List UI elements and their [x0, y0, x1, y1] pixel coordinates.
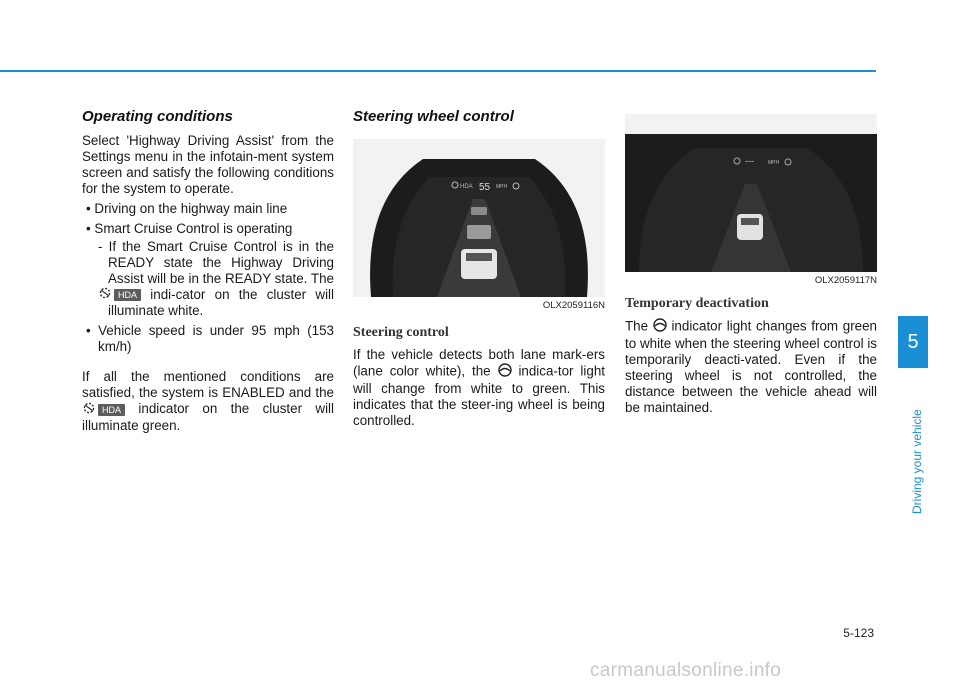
figure-hda-label: HDA	[460, 184, 473, 190]
deactivation-text-b: indicator light changes from green to white when the steering wheel control is temporarily deacti-vated. Even if the steering wheel is not controlled, the distance between the vehicle ahead will be maintained.	[625, 318, 877, 415]
conditions-list	[82, 201, 334, 355]
summary-text-a: If all the mentioned conditions are satisfied, the system is ENABLED and the	[82, 369, 334, 401]
hda-steering-wheel-icon	[108, 287, 112, 303]
steering-control-paragraph	[353, 347, 605, 429]
steering-text-b: indica-tor light will change from white to green. This indicates that the steer-ing wheel is being controlled.	[353, 363, 605, 428]
figure-speed: 55	[479, 182, 491, 193]
list-item-sub	[82, 239, 334, 319]
heading-steering-wheel-control: Steering wheel control	[353, 108, 514, 125]
sub-text-b: indi-cator on the cluster will illuminate white.	[108, 287, 334, 319]
column-steering-wheel-control	[353, 108, 605, 429]
sub-text-a: - If the Smart Cruise Control is in the READY state the Highway Driving Assist will be in the READY state. The	[98, 239, 334, 286]
list-item: • Driving on the highway main line	[86, 201, 288, 216]
steering-wheel-icon	[498, 363, 512, 381]
figure-speed: ---	[745, 156, 754, 166]
cluster-display-illustration	[353, 139, 605, 297]
hda-badge: HDA	[114, 289, 141, 301]
chapter-title: Driving your vehicle	[910, 409, 924, 514]
figure-code: OLX2059116N	[542, 300, 605, 311]
summary-paragraph	[82, 369, 334, 433]
deactivation-paragraph	[625, 318, 877, 416]
subheading-temporary-deactivation: Temporary deactivation	[625, 296, 769, 311]
hda-badge: HDA	[98, 404, 125, 416]
cluster-figure-deactivated	[625, 114, 877, 272]
header-rule	[0, 70, 876, 72]
subheading-steering-control: Steering control	[353, 325, 449, 340]
list-item: • Smart Cruise Control is operating	[86, 221, 293, 236]
figure-unit: MPH	[768, 160, 780, 166]
figure-code: OLX2059117N	[814, 275, 877, 286]
watermark: carmanualsonline.info	[590, 660, 782, 681]
column-temporary-deactivation	[625, 114, 877, 416]
summary-text-b: indicator on the cluster will illuminate green.	[82, 401, 334, 433]
steering-wheel-icon	[653, 318, 667, 336]
steering-text-a: If the vehicle detects both lane mark-ers (lane color white), the	[353, 347, 605, 379]
cluster-figure-steering	[353, 139, 605, 297]
list-item: • Vehicle speed is under 95 mph (153 km/h)	[86, 323, 334, 355]
column-operating-conditions	[82, 108, 334, 434]
deactivation-text-a: The	[625, 318, 649, 334]
hda-steering-wheel-icon	[82, 402, 96, 418]
cluster-display-illustration	[625, 114, 877, 272]
chapter-tab: 5	[898, 316, 928, 368]
intro-paragraph: Select 'Highway Driving Assist' from the Settings menu in the infotain-ment system screen and satisfy the following conditions for the system to operate.	[82, 133, 334, 196]
heading-operating-conditions: Operating conditions	[82, 108, 233, 125]
figure-unit: MPH	[496, 184, 508, 190]
page-number: 5-123	[843, 626, 874, 640]
